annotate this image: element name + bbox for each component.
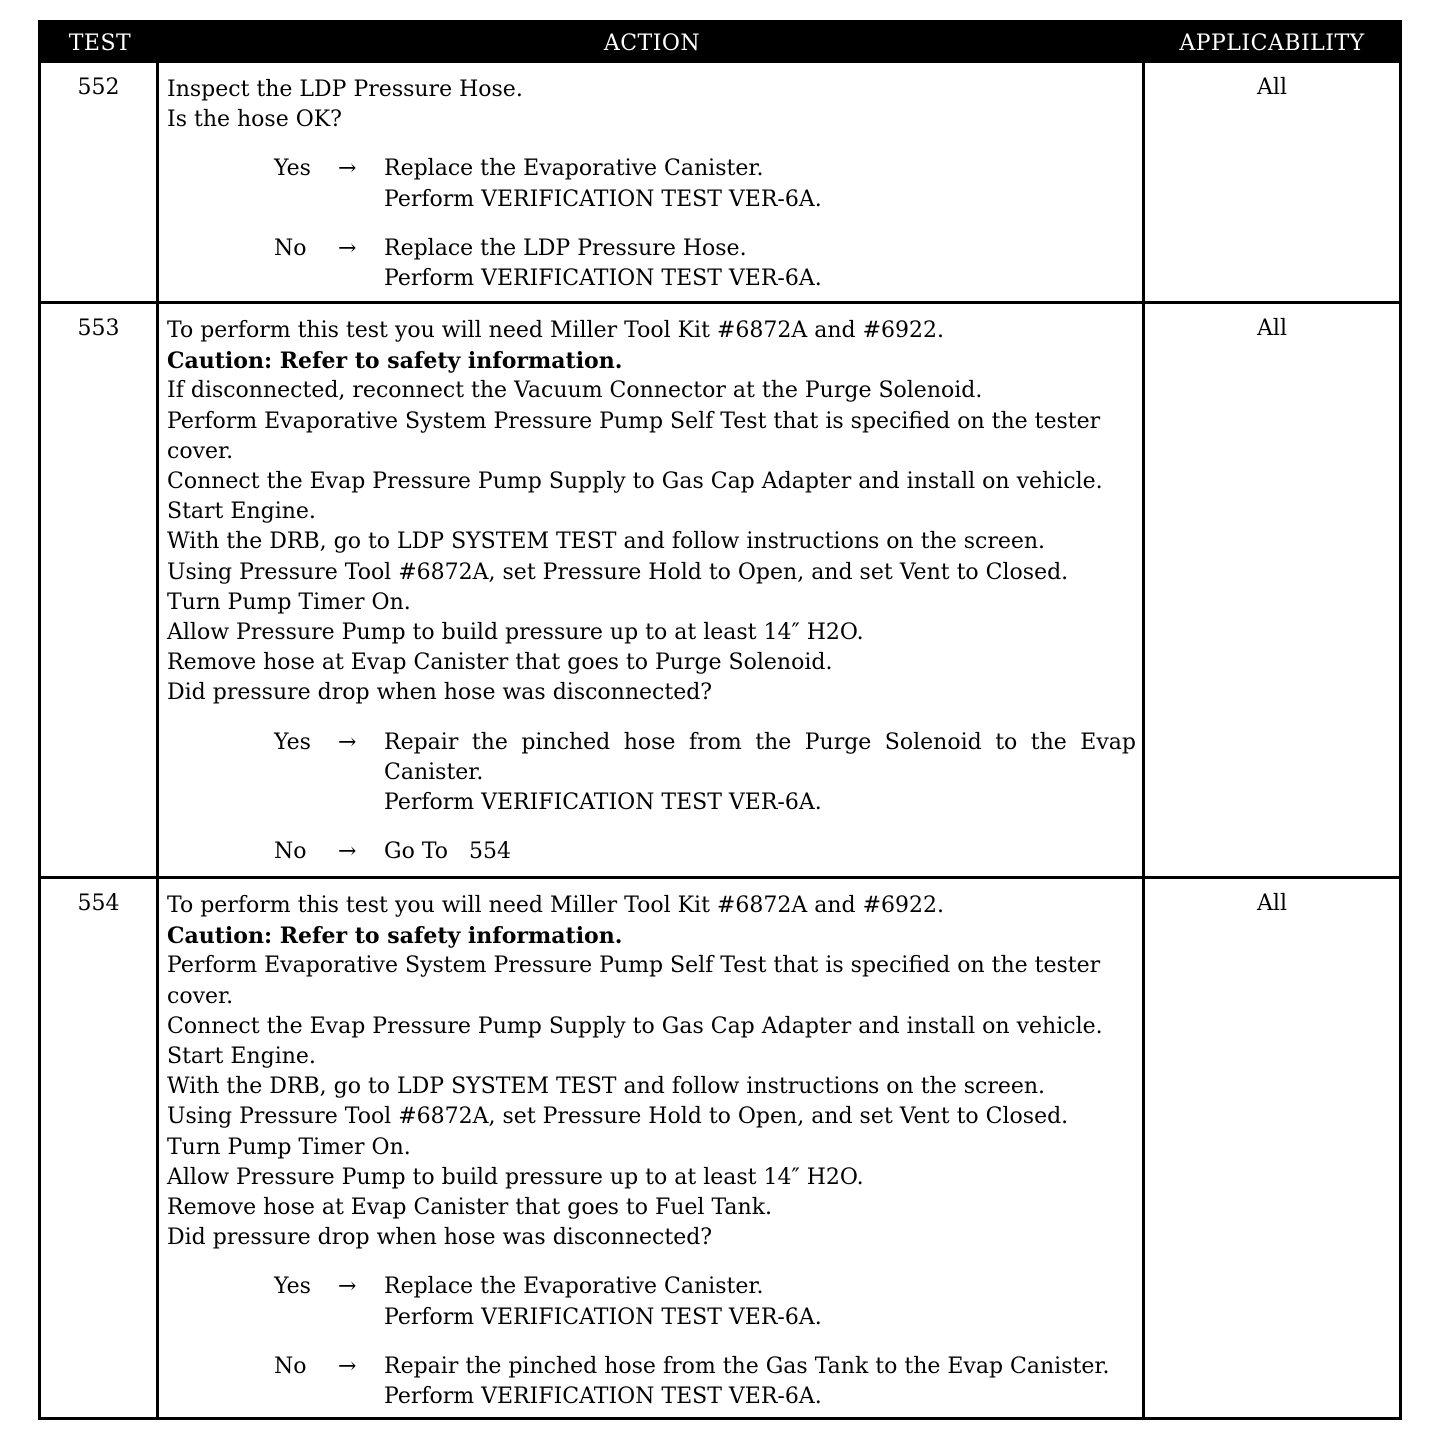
action-line: cover. bbox=[167, 983, 234, 1009]
action-line: To perform this test you will need Miller Tool Kit #6872A and #6922. bbox=[167, 893, 944, 918]
header-test: TEST bbox=[68, 30, 132, 56]
no-line: Repair the pinched hose from the Gas Tank to the Evap Canister. bbox=[384, 1353, 1110, 1379]
yes-branch bbox=[167, 154, 1136, 214]
action-line: Remove hose at Evap Canister that goes to Purge Solenoid. bbox=[167, 650, 833, 676]
test-number: 553 bbox=[41, 304, 159, 876]
action-line: With the DRB, go to LDP SYSTEM TEST and follow instructions on the screen. bbox=[167, 529, 1046, 555]
action-line: To perform this test you will need Miller Tool Kit #6872A and #6922. bbox=[167, 318, 944, 343]
action-line: If disconnected, reconnect the Vacuum Connector at the Purge Solenoid. bbox=[167, 378, 983, 404]
table-row-553 bbox=[41, 304, 1399, 879]
no-line: Perform VERIFICATION TEST VER-6A. bbox=[384, 266, 822, 292]
action-line: Using Pressure Tool #6872A, set Pressure Hold to Open, and set Vent to Closed. bbox=[167, 559, 1069, 585]
arrow-icon: → bbox=[338, 1353, 357, 1379]
action-cell bbox=[159, 879, 1145, 1417]
caution-line: Caution: Refer to safety information. bbox=[167, 348, 623, 375]
table-header bbox=[41, 23, 1399, 63]
no-branch bbox=[167, 1352, 1136, 1412]
yes-line: Replace the Evaporative Canister. bbox=[384, 156, 764, 182]
yes-label: Yes bbox=[274, 1274, 311, 1300]
action-line: Did pressure drop when hose was disconnected? bbox=[167, 680, 713, 706]
no-line: Perform VERIFICATION TEST VER-6A. bbox=[384, 1384, 822, 1410]
action-line: Is the hose OK? bbox=[167, 107, 342, 133]
header-action: ACTION bbox=[603, 30, 701, 56]
header-applicability: APPLICABILITY bbox=[1179, 30, 1365, 56]
no-label: No bbox=[274, 839, 307, 865]
action-line: Start Engine. bbox=[167, 499, 316, 525]
applicability-cell: All bbox=[1257, 316, 1287, 341]
test-number: 552 bbox=[41, 63, 159, 301]
yes-branch bbox=[167, 728, 1136, 819]
action-line: With the DRB, go to LDP SYSTEM TEST and follow instructions on the screen. bbox=[167, 1074, 1046, 1100]
yes-line: Repair the pinched hose from the Purge Solenoid to the Evap bbox=[384, 729, 1136, 755]
applicability-cell: All bbox=[1257, 891, 1287, 916]
action-cell bbox=[159, 63, 1145, 301]
arrow-icon: → bbox=[338, 235, 357, 261]
yes-line: Perform VERIFICATION TEST VER-6A. bbox=[384, 1304, 822, 1330]
yes-line: Perform VERIFICATION TEST VER-6A. bbox=[384, 186, 822, 212]
action-line: Perform Evaporative System Pressure Pump Self Test that is specified on the tester bbox=[167, 953, 1101, 979]
action-line: Allow Pressure Pump to build pressure up to at least 14″ H2O. bbox=[167, 620, 864, 646]
yes-label: Yes bbox=[274, 729, 311, 755]
yes-line: Canister. bbox=[384, 759, 484, 785]
action-line: Start Engine. bbox=[167, 1044, 316, 1070]
arrow-icon: → bbox=[338, 156, 357, 182]
table-row-552 bbox=[41, 63, 1399, 304]
arrow-icon: → bbox=[338, 1274, 357, 1300]
action-line: Perform Evaporative System Pressure Pump Self Test that is specified on the tester bbox=[167, 408, 1101, 434]
action-line: Turn Pump Timer On. bbox=[167, 589, 411, 615]
arrow-icon: → bbox=[338, 729, 357, 755]
table-row-554 bbox=[41, 879, 1399, 1417]
caution-line: Caution: Refer to safety information. bbox=[167, 923, 623, 950]
no-branch bbox=[167, 234, 1136, 294]
action-cell bbox=[159, 304, 1145, 876]
arrow-icon: → bbox=[338, 839, 357, 865]
action-line: Did pressure drop when hose was disconnected? bbox=[167, 1225, 713, 1251]
no-label: No bbox=[274, 1353, 307, 1379]
action-line: Remove hose at Evap Canister that goes to Fuel Tank. bbox=[167, 1195, 773, 1221]
yes-line: Replace the Evaporative Canister. bbox=[384, 1274, 764, 1300]
action-line: Allow Pressure Pump to build pressure up to at least 14″ H2O. bbox=[167, 1164, 864, 1190]
action-line: Connect the Evap Pressure Pump Supply to Gas Cap Adapter and install on vehicle. bbox=[167, 469, 1103, 495]
no-line: Replace the LDP Pressure Hose. bbox=[384, 235, 747, 261]
action-line: Turn Pump Timer On. bbox=[167, 1134, 411, 1160]
applicability-cell: All bbox=[1257, 75, 1287, 100]
action-line: Inspect the LDP Pressure Hose. bbox=[167, 77, 523, 102]
no-branch bbox=[167, 837, 1136, 867]
test-number: 554 bbox=[41, 879, 159, 1417]
action-line: Using Pressure Tool #6872A, set Pressure Hold to Open, and set Vent to Closed. bbox=[167, 1104, 1069, 1130]
yes-line: Perform VERIFICATION TEST VER-6A. bbox=[384, 790, 822, 816]
no-line: Go To 554 bbox=[384, 839, 511, 865]
no-label: No bbox=[274, 235, 307, 261]
action-line: cover. bbox=[167, 438, 234, 464]
yes-label: Yes bbox=[274, 156, 311, 182]
yes-branch bbox=[167, 1272, 1136, 1332]
test-table bbox=[38, 20, 1402, 1420]
action-line: Connect the Evap Pressure Pump Supply to Gas Cap Adapter and install on vehicle. bbox=[167, 1013, 1103, 1039]
